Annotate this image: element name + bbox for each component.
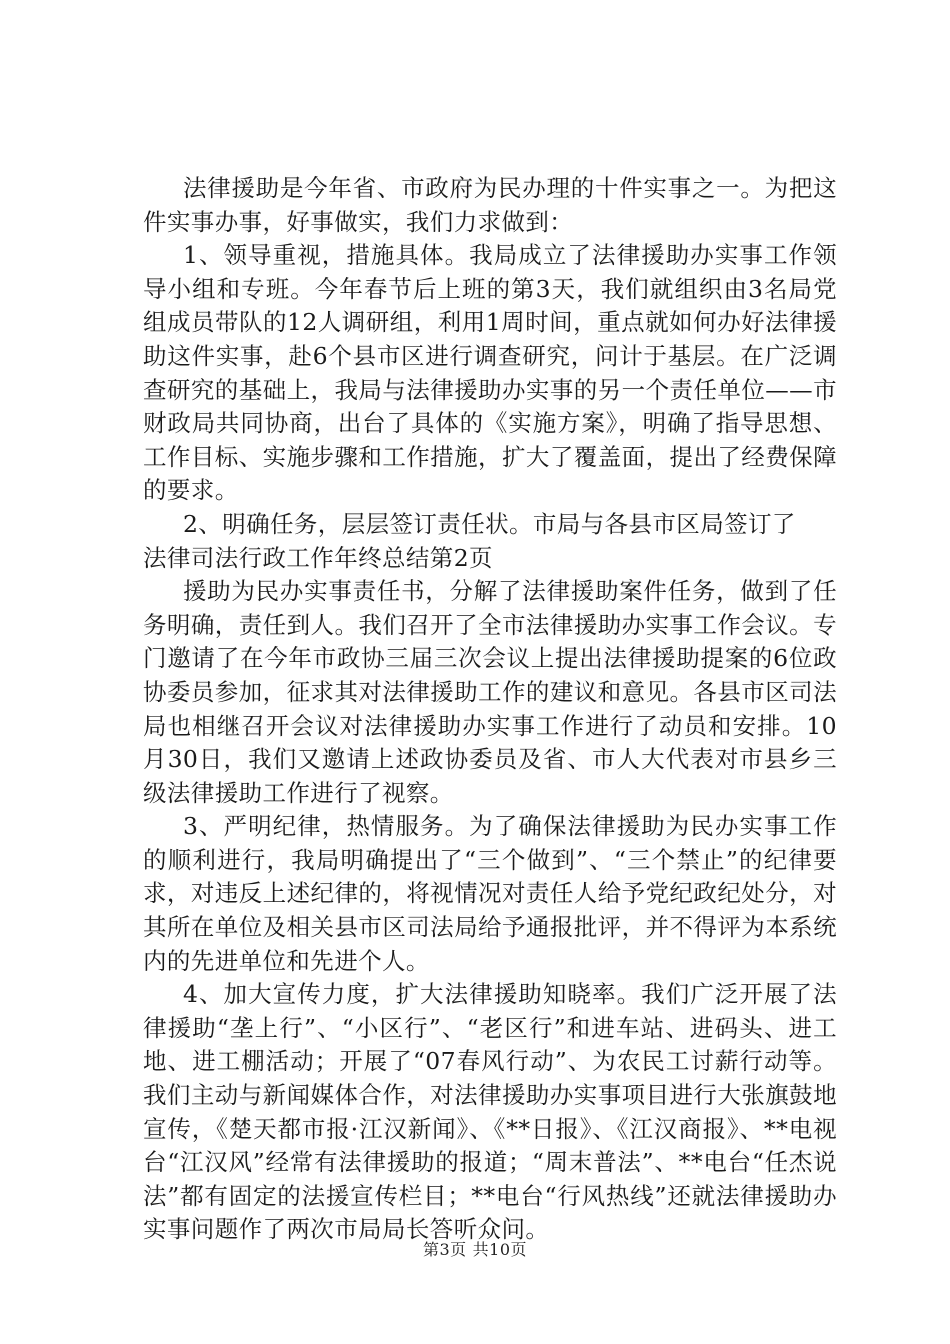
paragraph-point-3: 3、严明纪律，热情服务。为了确保法律援助为民办实事工作的顺利进行，我局明确提出了“三个做到”、“三个禁止”的纪律要求，对违反上述纪律的，将视情况对责任人给予党纪政纪处分，对其所在单位及相关县市区司法局给予通报批评，并不得评为本系统内的先进单位和先进个人。 [143,812,837,975]
paragraph-point-1: 1、领导重视，措施具体。我局成立了法律援助办实事工作领导小组和专班。今年春节后上班的第3天，我们就组织由3名局党组成员带队的12人调研组，利用1周时间，重点就如何办好法律援助这件实事，赴6个县市区进行调查研究，问计于基层。在广泛调查研究的基础上，我局与法律援助办实事的另一个责任单位——市财政局共同协商，出台了具体的《实施方案》，明确了指导思想、工作目标、实施步骤和工作措施，扩大了覆盖面，提出了经费保障的要求。 [143,241,837,505]
paragraph-intro: 法律援助是今年省、市政府为民办理的十件实事之一。为把这件实事办事，好事做实，我们力求做到： [143,174,837,236]
paragraph-point-4: 4、加大宣传力度，扩大法律援助知晓率。我们广泛开展了法律援助“垄上行”、“小区行”、“老区行”和进车站、进码头、进工地、进工棚活动；开展了“07春风行动”、为农民工讨薪行动等。我们主动与新闻媒体合作，对法律援助办实事项目进行大张旗鼓地宣传，《楚天都市报·江汉新闻》、《**日报》、《江汉商报》、**电视台“江汉风”经常有法律援助的报道；“周末普法”、**电台“任杰说法”都有固定的法援宣传栏目；**电台“行风热线”还就法律援助办实事问题作了两次市局局长答听众问。 [143,980,837,1244]
document-body [143,172,837,1247]
total-pages: 共10页 [472,1240,528,1259]
paragraph-point-2-start: 2、明确任务，层层签订责任状。市局与各县市区局签订了 [182,509,796,538]
page-footer [0,1237,950,1260]
page-number: 第3页 [422,1240,467,1259]
document-title-line: 法律司法行政工作年终总结第2页 [143,543,493,572]
paragraph-point-2-continued: 援助为民办实事责任书，分解了法律援助案件任务，做到了任务明确，责任到人。我们召开了全市法律援助办实事工作会议。专门邀请了在今年市政协三届三次会议上提出法律援助提案的6位政协委员参加，征求其对法律援助工作的建议和意见。各县市区司法局也相继召开会议对法律援助办实事工作进行了动员和安排。10月30日，我们又邀请上述政协委员及省、市人大代表对市县乡三级法律援助工作进行了视察。 [143,577,837,807]
